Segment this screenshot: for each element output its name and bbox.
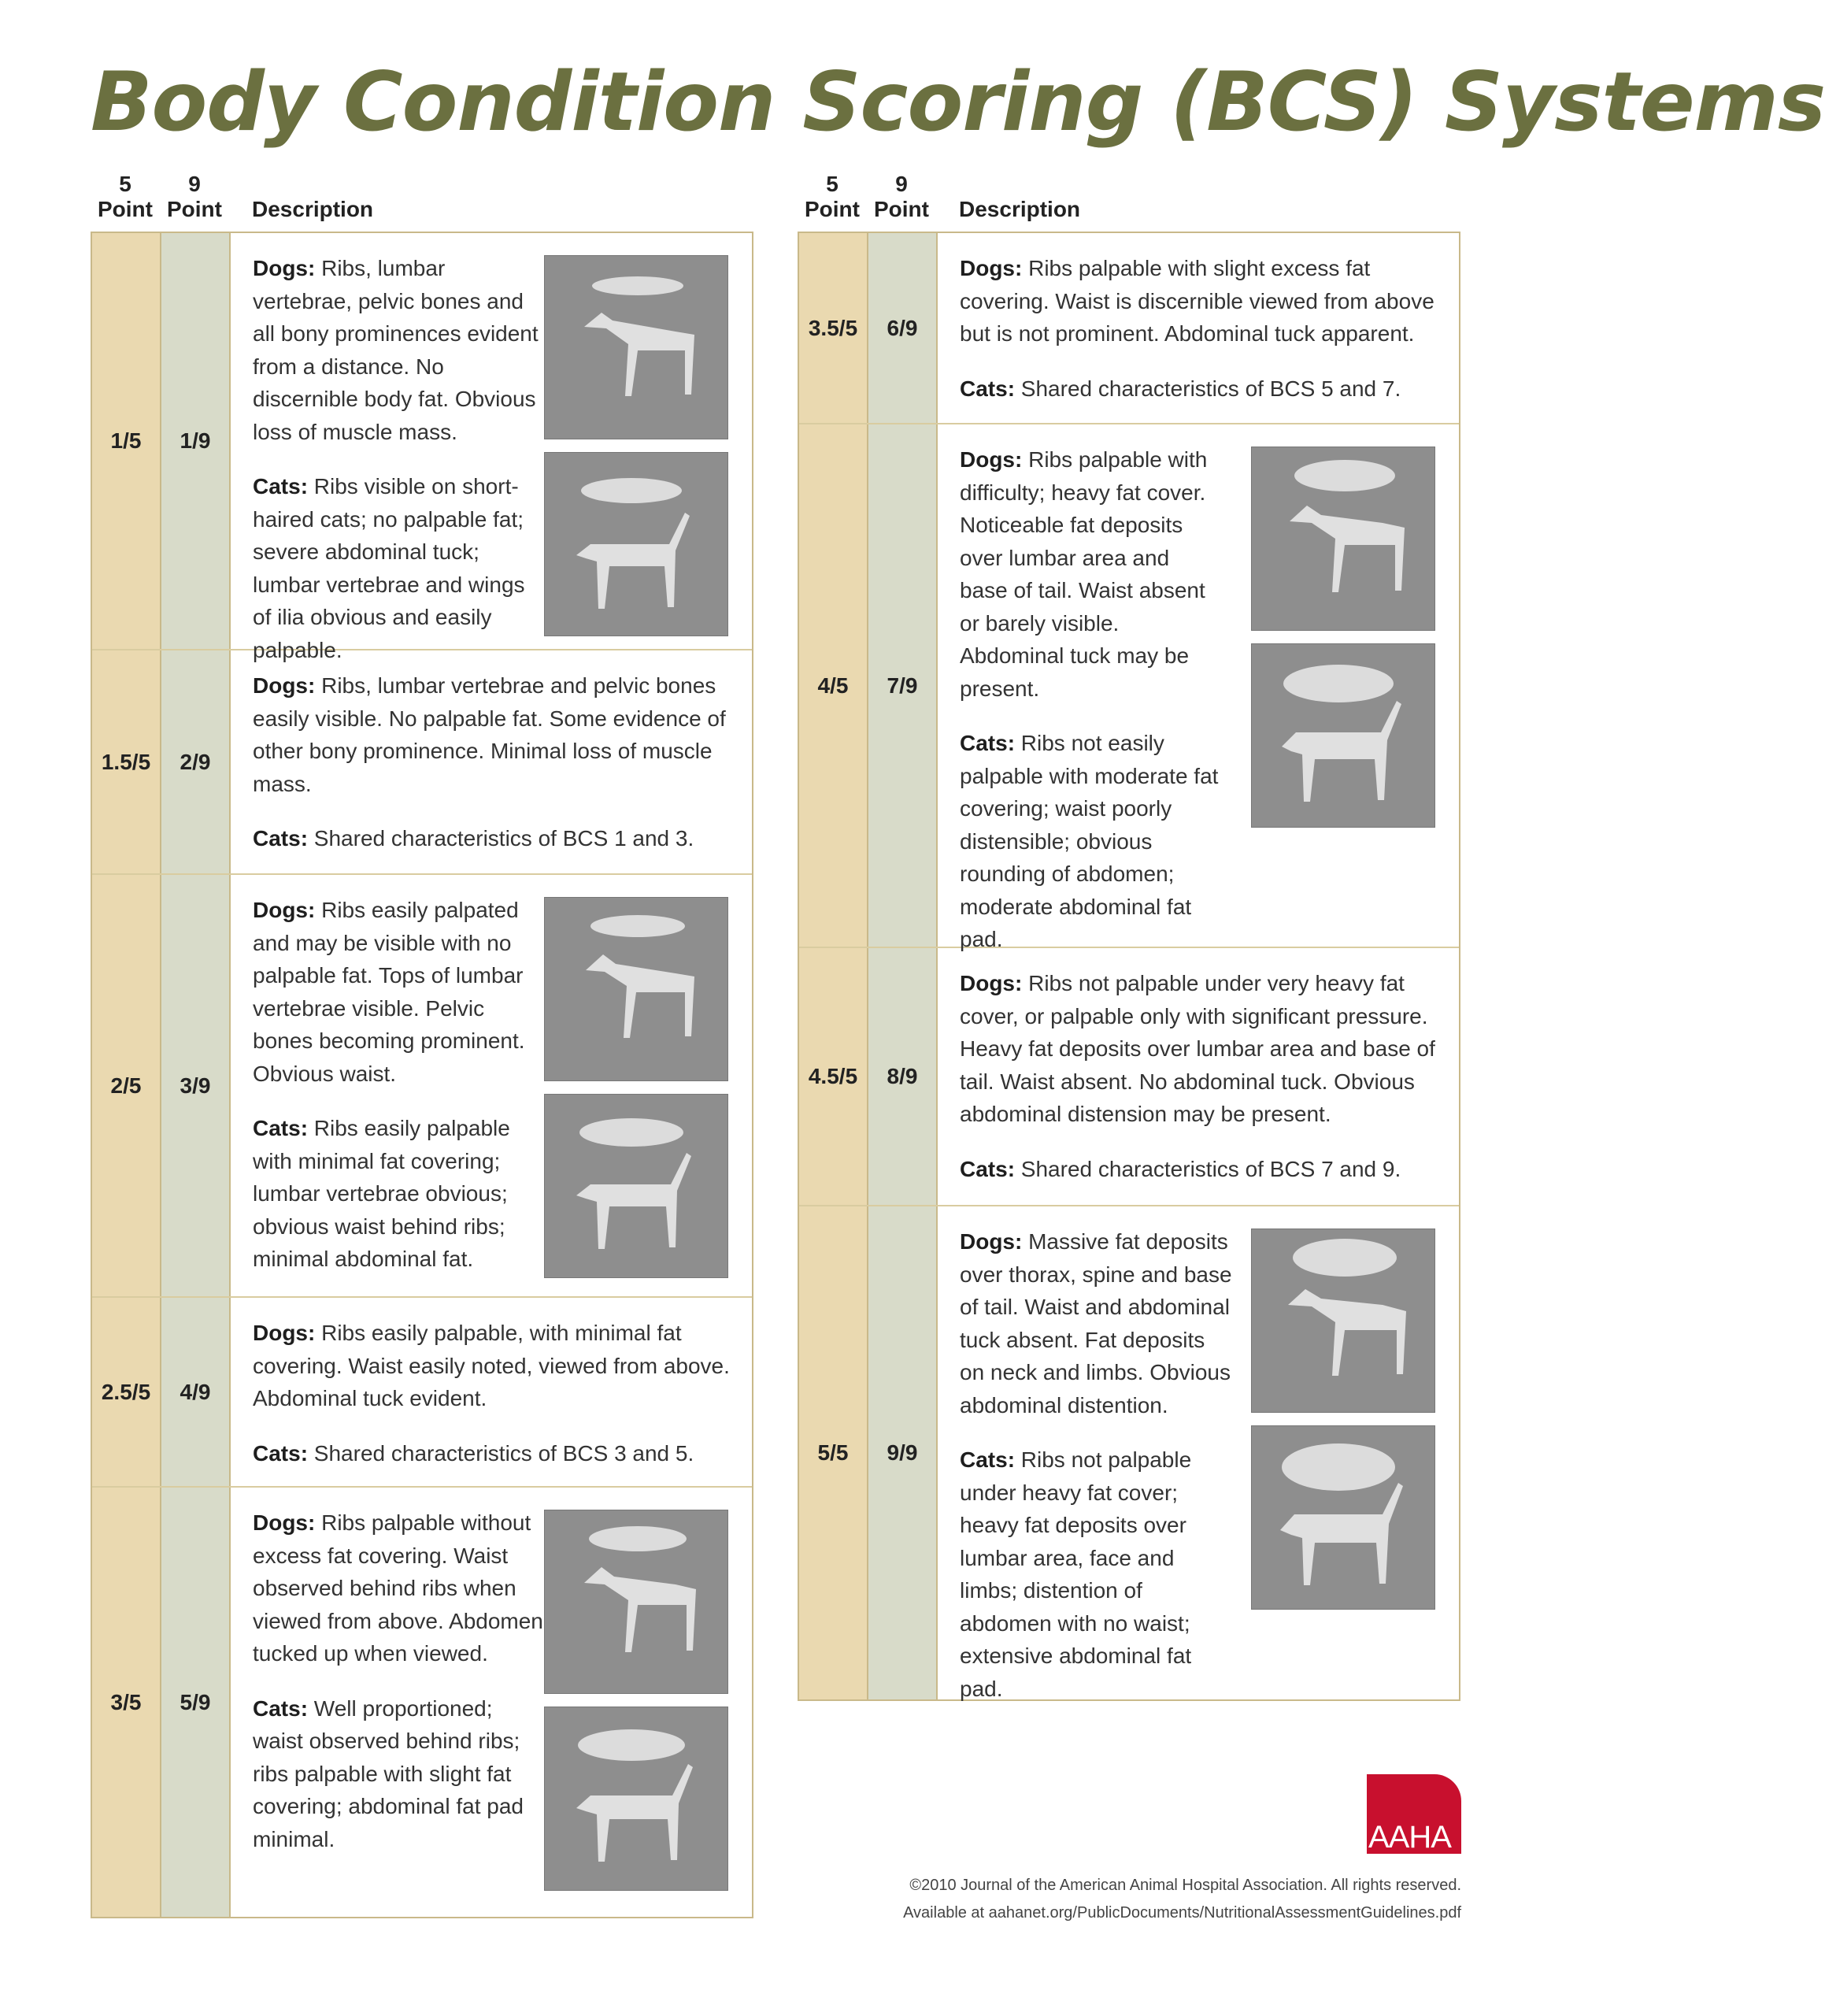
description-cell [231, 875, 752, 1296]
nine-point-score: 9/9 [868, 1206, 938, 1699]
five-point-header: 5 Point [805, 172, 860, 221]
cat-illustration [544, 452, 728, 636]
table-row [92, 649, 752, 873]
cats-description: Cats: Ribs not easily palpable with moderate fat covering; waist poorly distensible; obvious rounding of abdomen; moderate abdominal fat pad. [960, 731, 1219, 951]
nine-point-header: 9 Point [874, 172, 929, 221]
five-point-score: 3.5/5 [799, 233, 868, 423]
dog-illustration [544, 1510, 728, 1694]
table-row [799, 423, 1459, 951]
five-point-score: 1.5/5 [92, 650, 161, 873]
nine-point-score: 5/9 [161, 1488, 231, 1917]
table-row [799, 1205, 1459, 1699]
cats-description: Cats: Well proportioned; waist observed behind ribs; ribs palpable with slight fat covering; abdominal fat pad minimal. [253, 1695, 524, 1851]
five-point-score: 2/5 [92, 875, 161, 1296]
cats-description: Cats: Shared characteristics of BCS 3 and 5. [253, 1440, 694, 1466]
description-header: Description [252, 197, 374, 221]
description-cell [231, 1488, 752, 1917]
cat-illustration [544, 1094, 728, 1278]
dogs-description: Dogs: Massive fat deposits over thorax, spine and base of tail. Waist and abdominal tuck absent. Fat deposits on neck and limbs. Obvious abdominal distention. [960, 1229, 1232, 1418]
nine-point-score: 1/9 [161, 233, 231, 649]
nine-point-score: 4/9 [161, 1298, 231, 1486]
description-cell [938, 424, 1459, 951]
dogs-description: Dogs: Ribs easily palpated and may be visible with no palpable fat. Tops of lumbar vertebrae visible. Pelvic bones becoming prominent. Obvious waist. [253, 898, 525, 1086]
nine-point-score: 8/9 [868, 948, 938, 1205]
bcs-table-right [798, 232, 1460, 1701]
page-title: Body Condition Scoring (BCS) Systems [91, 55, 1825, 150]
description-cell [231, 1298, 752, 1486]
dogs-description: Dogs: Ribs, lumbar vertebrae and pelvic bones easily visible. No palpable fat. Some evidence of other bony prominence. Minimal loss of muscle mass. [253, 673, 726, 796]
table-row [92, 233, 752, 662]
dogs-description: Dogs: Ribs easily palpable, with minimal fat covering. Waist easily noted, viewed from above. Abdominal tuck evident. [253, 1321, 730, 1410]
description-cell [938, 1206, 1459, 1699]
nine-point-score: 3/9 [161, 875, 231, 1296]
cats-description: Cats: Shared characteristics of BCS 7 and 9. [960, 1156, 1401, 1181]
nine-point-score: 6/9 [868, 233, 938, 423]
cats-description: Cats: Ribs easily palpable with minimal fat covering; lumbar vertebrae obvious; obvious waist behind ribs; minimal abdominal fat. [253, 1116, 510, 1271]
nine-point-header: 9 Point [167, 172, 222, 221]
five-point-score: 5/5 [799, 1206, 868, 1699]
description-header: Description [959, 197, 1081, 221]
cats-description: Cats: Shared characteristics of BCS 1 and 3. [253, 826, 694, 850]
dogs-description: Dogs: Ribs palpable with slight excess fat covering. Waist is discernible viewed from above but is not prominent. Abdominal tuck apparent. [960, 256, 1434, 346]
nine-point-score: 2/9 [161, 650, 231, 873]
bcs-table-left [91, 232, 753, 1918]
table-row [799, 947, 1459, 1205]
cats-description: Cats: Shared characteristics of BCS 5 and 7. [960, 376, 1401, 401]
cat-illustration [1251, 1425, 1435, 1610]
cats-description: Cats: Ribs visible on short-haired cats; no palpable fat; severe abdominal tuck; lumbar vertebrae and wings of ilia obvious and easily palpable. [253, 474, 525, 662]
description-cell [938, 948, 1459, 1205]
copyright-notice: ©2010 Journal of the American Animal Hospital Association. All rights reserved. [909, 1877, 1461, 1894]
cat-illustration [1251, 643, 1435, 828]
description-cell [231, 233, 752, 662]
description-cell [938, 233, 1459, 423]
availability-link: Available at aahanet.org/PublicDocuments/NutritionalAssessmentGuidelines.pdf [903, 1904, 1461, 1922]
table-header [91, 165, 753, 232]
five-point-score: 2.5/5 [92, 1298, 161, 1486]
table-row [92, 1486, 752, 1917]
dogs-description: Dogs: Ribs palpable without excess fat covering. Waist observed behind ribs when viewed from above. Abdomen tucked up when viewed. [253, 1510, 543, 1666]
dogs-description: Dogs: Ribs not palpable under very heavy fat cover, or palpable only with significant pressure. Heavy fat deposits over lumbar area and base of tail. Waist absent. No abdominal tuck. Obvious abdominal distension may be present. [960, 971, 1435, 1126]
five-point-score: 1/5 [92, 233, 161, 649]
dog-illustration [1251, 1228, 1435, 1413]
cat-illustration [544, 1707, 728, 1891]
table-row [799, 233, 1459, 423]
table-header [798, 165, 1460, 232]
five-point-score: 3/5 [92, 1488, 161, 1917]
dog-illustration [1251, 447, 1435, 631]
cats-description: Cats: Ribs not palpable under heavy fat cover; heavy fat deposits over lumbar area, face and limbs; distention of abdomen with no waist; extensive abdominal fat pad. [960, 1447, 1192, 1701]
left-column [91, 165, 753, 1918]
nine-point-score: 7/9 [868, 424, 938, 947]
five-point-score: 4/5 [799, 424, 868, 947]
five-point-header: 5 Point [98, 172, 153, 221]
dog-illustration [544, 255, 728, 439]
table-row [92, 873, 752, 1296]
dogs-description: Dogs: Ribs, lumbar vertebrae, pelvic bones and all bony prominences evident from a distance. No discernible body fat. Obvious loss of muscle mass. [253, 256, 539, 444]
aaha-logo: AAHA [1367, 1774, 1461, 1854]
table-row [92, 1296, 752, 1486]
dog-illustration [544, 897, 728, 1081]
right-column [798, 165, 1460, 1701]
description-cell [231, 650, 752, 873]
five-point-score: 4.5/5 [799, 948, 868, 1205]
dogs-description: Dogs: Ribs palpable with difficulty; heavy fat cover. Noticeable fat deposits over lumbar area and base of tail. Waist absent or barely visible. Abdominal tuck may be present. [960, 447, 1208, 701]
